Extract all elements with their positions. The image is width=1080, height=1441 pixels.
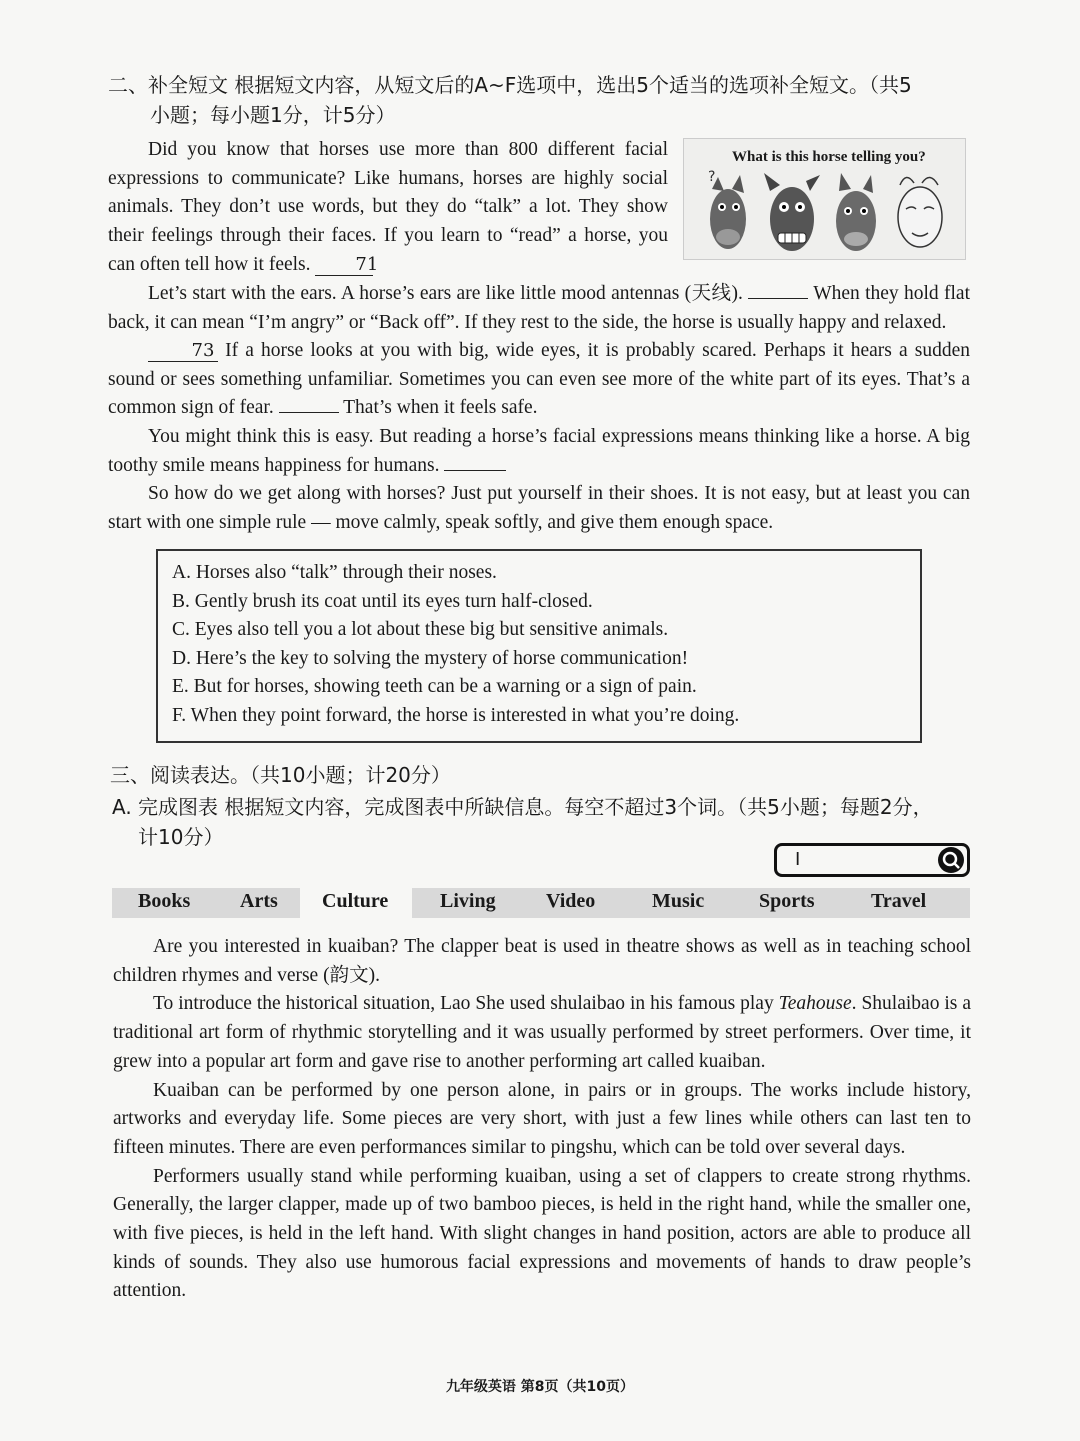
kuaiban-article [113,933,971,1306]
answer-blank-72[interactable] [748,298,808,299]
nav-tab-sports[interactable]: Sports [759,890,815,912]
section2-paragraph-4 [108,423,970,480]
answer-blank-74[interactable] [279,412,339,413]
section2-heading-line1: 二、补全短文 根据短文内容，从短文后的A~F选项中，选出5个适当的选项补全短文。（共5 [108,73,912,97]
search-box[interactable] [774,843,970,877]
option-e: E. But for horses, showing teeth can be a warning or a sign of pain. [172,676,697,698]
section2-paragraph-3 [108,337,970,423]
nav-tab-books[interactable]: Books [138,890,191,912]
horse-faces-illustration [684,139,967,261]
section2-paragraph-2 [108,280,970,337]
section2-heading [108,70,978,130]
answer-blank-75[interactable] [444,470,506,471]
section2-heading-line2: 小题；每小题1分，计5分） [150,103,396,127]
option-a: A. Horses also “talk” through their noses. [172,562,497,583]
p3-after: If a horse looks at you with big, wide eyes, it is probably scared. Perhaps it hears a sudden sound or sees something unfamiliar. Sometimes you can even see more of the white part of its eyes. That’s a common sign of fear. [108,340,971,419]
p4-text: You might think this is easy. But reading a horse’s facial expressions means thinking like a horse. A big toothy smile means happiness for humans. [108,426,970,476]
section2-paragraph-1 [108,136,668,280]
nav-tab-arts[interactable]: Arts [240,890,278,912]
section3-heading: 三、阅读表达。（共10小题；计20分） [110,763,451,787]
nav-tab-video[interactable]: Video [546,890,596,912]
horse-face-icon [836,173,876,251]
p2-before: To introduce the historical situation, Lao She used shulaibao in his famous play [153,993,774,1015]
svg-text:?: ? [708,169,716,185]
subheading-a-line1: A. 完成图表 根据短文内容，完成图表中所缺信息。每空不超过3个词。（共5小题；每题2分， [112,795,933,819]
options-box [156,549,922,743]
p2-before: Let’s start with the ears. A horse’s ears are like little mood antennas (天线). [148,283,743,304]
nav-tab-travel[interactable]: Travel [871,890,927,912]
option-f: F. When they point forward, the horse is interested in what you’re doing. [172,704,740,726]
nav-bar [112,888,970,918]
subheading-a-line2: 计10分） [138,825,224,849]
p1-text: Did you know that horses use more than 800 different facial expressions to communicate? Like humans, horses are highly social animals. They don’t use words, but they do “talk” a lot. They show their feelings through their faces. If you learn to “read” a horse, you can often tell how it feels. [108,139,668,275]
answer-blank-71[interactable]: 71 [315,255,373,276]
nav-tab-culture[interactable]: Culture [300,888,412,918]
p2-after: When they hold flat back, it can mean “I’m angry” or “Back off”. If they rest to the side, the horse is usually happy and relaxed. [108,283,970,333]
horse-face-icon [898,177,942,247]
figure-title: What is this horse telling you? [732,149,926,165]
p3-end: That’s when it feels safe. [343,397,538,419]
option-d: D. Here’s the key to solving the mystery of horse communication! [172,647,689,669]
search-input[interactable]: I [795,849,801,870]
answer-blank-73[interactable]: 73 [148,341,218,362]
article-paragraph-1: Are you interested in kuaiban? The clapper beat is used in theatre shows as well as in teaching school children rhymes and verse (韵文). [113,936,971,986]
article-paragraph-3: Kuaiban can be performed by one person alone, in pairs or in groups. The works include history, artworks and everyday life. Some pieces are very short, with just a few lines while others can last ten to fifteen minutes. There are even performances similar to pingshu, which can be told over several days. [113,1079,971,1158]
nav-tab-music[interactable]: Music [652,890,705,912]
search-icon[interactable] [936,845,966,875]
option-c: C. Eyes also tell you a lot about these big but sensitive animals. [172,619,669,641]
play-title: Teahouse [778,993,852,1015]
p2-after: . Shulaibao is a traditional art form of rhythmic storytelling and it was usually performed by street performers. Over time, it grew into a popular art form and gave rise to another performing art called kuaiban. [113,993,971,1072]
horse-face-icon [708,169,746,249]
section2-paragraph-5: So how do we get along with horses? Just put yourself in their shoes. It is not easy, but at least you can start with one simple rule — move calmly, speak softly, and give them enough space. [108,483,970,533]
horse-face-icon [764,173,820,251]
option-b: B. Gently brush its coat until its eyes turn half-closed. [172,590,593,612]
page-footer: 九年级英语 第8页（共10页） [445,1379,635,1395]
article-paragraph-4: Performers usually stand while performing kuaiban, using a set of clappers to create strong rhythms. Generally, the larger clapper, made up of two bamboo pieces, is held in the right hand, while the smaller one, with five pieces, is held in the left hand. With slight changes in hand position, actors are able to produce all kinds of sounds. They also use humorous facial expressions and movements of hands to draw people’s attention. [113,1165,971,1302]
article-paragraph-2 [113,990,971,1076]
horse-figure [683,138,966,260]
nav-tab-living[interactable]: Living [440,890,496,912]
